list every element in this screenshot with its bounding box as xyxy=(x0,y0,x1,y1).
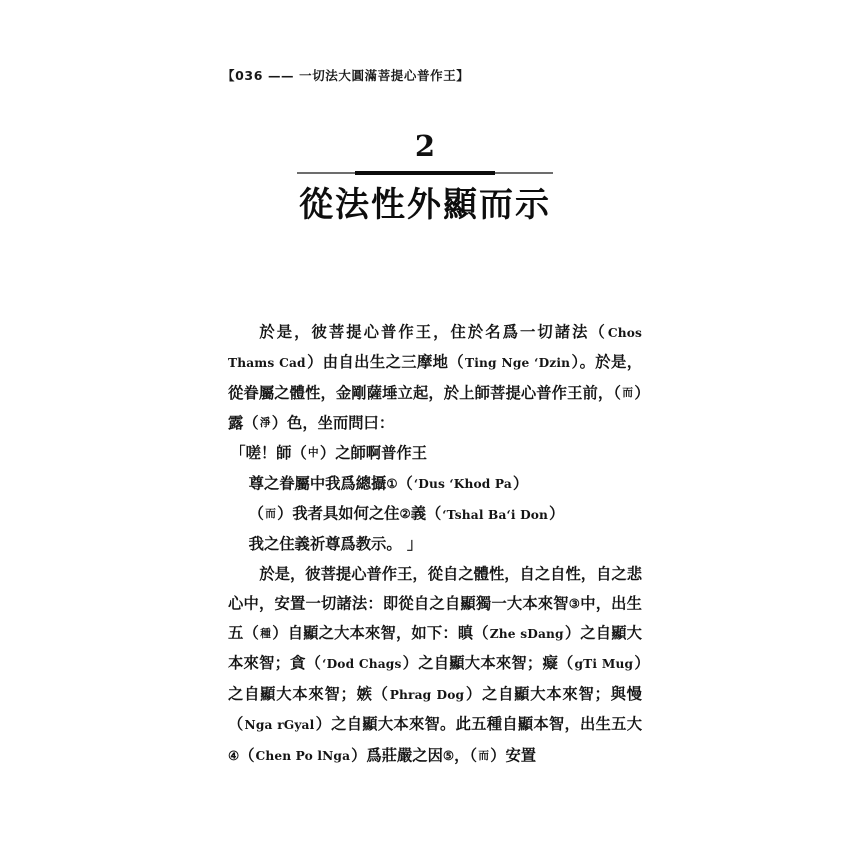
text-run: （ xyxy=(248,504,264,523)
text-run: ）自顯之大本來智，如下：瞋（ xyxy=(272,624,489,643)
body-paragraph-1 xyxy=(228,318,642,439)
transliteration-run: Chos Thams Cad xyxy=(228,326,642,371)
transliteration-run: ʻTshal Baʻi Don xyxy=(442,507,549,522)
text-run: ）安置 xyxy=(490,746,537,765)
inline-gloss: 而 xyxy=(478,749,489,762)
text-run: ）之自顯大本來智。此五種自顯本智，出生五大 xyxy=(315,715,642,734)
chapter-divider-rule xyxy=(297,170,553,177)
text-run: ）之師啊普作王 xyxy=(319,443,427,462)
text-run: ）之自顯大本來智；與慢（ xyxy=(228,684,642,734)
footnote-marker: ⑤ xyxy=(442,747,455,763)
verse-line xyxy=(228,530,642,559)
text-run: ）色，坐而問曰： xyxy=(271,413,395,432)
text-run: ）之自顯大本來智；嫉（ xyxy=(228,654,642,703)
text-run: ）我者具如何之住 xyxy=(277,504,400,523)
verse-line xyxy=(228,499,642,530)
verse-line xyxy=(228,439,642,469)
text-run: 「嗟！師（ xyxy=(230,443,307,462)
text-run: ）。於是，從眷屬之體性，金剛薩埵立起，於上師菩提心普作王前，（ xyxy=(228,353,642,402)
transliteration-run: Ting Nge ʻDzin xyxy=(465,356,571,371)
text-run: ，（ xyxy=(454,746,478,765)
text-run: ） xyxy=(512,474,529,493)
inline-gloss: 種 xyxy=(260,627,271,640)
transliteration-run: ʻDus ʻKhod Pa xyxy=(413,477,512,492)
chapter-heading-block xyxy=(0,129,850,225)
text-run: ） xyxy=(549,504,565,523)
text-run: 我之住義祈尊爲教示。 」 xyxy=(248,535,423,554)
text-run: ）之自顯大本來智；癡（ xyxy=(402,654,574,673)
text-run: 中，出生五（ xyxy=(228,594,642,643)
chapter-number: 2 xyxy=(414,129,436,163)
transliteration-run: Zhe sDang xyxy=(489,627,564,642)
body-text-column xyxy=(228,318,642,772)
footnote-marker: ② xyxy=(399,506,411,522)
inline-gloss: 中 xyxy=(308,447,319,460)
transliteration-run: ʻDod Chags xyxy=(322,657,402,672)
text-run: 義（ xyxy=(410,504,442,523)
transliteration-run: Nga rGyal xyxy=(244,718,315,733)
body-paragraph-2 xyxy=(228,560,642,772)
verse-line xyxy=(228,469,642,500)
text-run: 於是，彼菩提心普作王，住於名爲一切諸法（ xyxy=(259,323,607,341)
text-run: 於是，彼菩提心普作王，從自之體性，自之自性，自之悲心中，安置一切諸法：即從自之自顯獨一大本來智 xyxy=(228,564,642,613)
text-run: ）由自出生之三摩地（ xyxy=(306,353,465,372)
transliteration-run: gTi Mug xyxy=(574,657,634,672)
inline-gloss: 而 xyxy=(265,508,276,521)
running-header: 【036 —— 一切法大圓滿菩提心普作王】 xyxy=(222,68,470,83)
footnote-marker: ③ xyxy=(568,596,581,612)
quoted-verse-block xyxy=(228,439,642,560)
text-run: ）露（ xyxy=(228,383,643,432)
footnote-marker: ④ xyxy=(228,747,240,763)
footnote-marker: ① xyxy=(386,475,398,491)
text-run: ）爲莊嚴之因 xyxy=(351,746,443,765)
divider-thick-line xyxy=(355,171,495,175)
transliteration-run: Phrag Dog xyxy=(389,687,465,702)
chapter-title: 從法性外顯而示 xyxy=(299,185,551,225)
text-run: ）之自顯大本來智；貪（ xyxy=(228,624,642,673)
text-run: （ xyxy=(397,474,413,493)
inline-gloss: 而 xyxy=(622,387,634,400)
text-run: （ xyxy=(239,746,255,765)
inline-gloss: 淨 xyxy=(259,417,271,430)
transliteration-run: Chen Po lNga xyxy=(255,749,351,764)
text-run: 尊之眷屬中我爲總攝 xyxy=(248,474,387,493)
